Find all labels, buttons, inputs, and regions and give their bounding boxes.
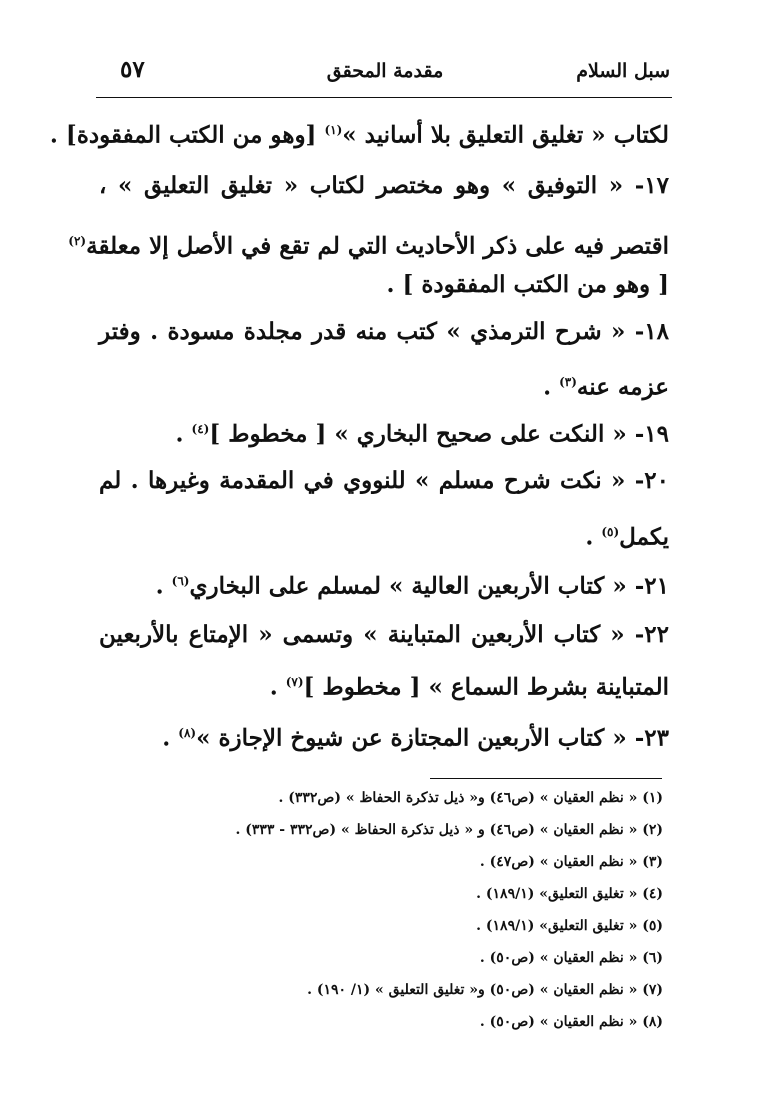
footnote: (٥) « تغليق التعليق» (١٨٩/١) . — [476, 918, 663, 934]
body-line: المتباينة بشرط السماع » [ مخطوط ]$^{(٧)}$ . — [269, 673, 669, 701]
footnote: (٦) « نظم العقيان » (ص٥٠) . — [479, 950, 663, 966]
body-line: ٢٢- « كتاب الأربعين المتباينة » وتسمى « الإمتاع بالأربعين — [99, 621, 669, 648]
body-line: [ وهو من الكتب المفقودة ] . — [386, 271, 669, 298]
footnote: (٨) « نظم العقيان » (ص٥٠) . — [479, 1014, 663, 1030]
body-line: ١٩- « النكت على صحيح البخاري » [ مخطوط ]$^{(٤)}$ . — [175, 420, 669, 448]
footnote-ref: (١) — [324, 123, 343, 137]
footnote-ref: (٤) — [191, 422, 210, 436]
footnote-ref: (٨) — [178, 726, 197, 740]
footnote: (١) « نظم العقيان » (ص٤٦) و« ذيل تذكرة الحفاظ » (ص٣٣٢) . — [278, 790, 663, 806]
footnote: (٧) « نظم العقيان » (ص٥٠) و« تغليق التعليق » (١/ ١٩٠) . — [307, 982, 663, 998]
section-title: مقدمة المحقق — [326, 60, 444, 82]
body-line: عزمه عنه$^{(٣)}$ . — [543, 373, 669, 401]
footnote: (٤) « تغليق التعليق» (١٨٩/١) . — [476, 886, 663, 902]
body-line: ٢١- « كتاب الأربعين العالية » لمسلم على البخاري$^{(٦)}$ . — [155, 572, 669, 600]
footnote-ref: (٧) — [285, 675, 304, 689]
body-line: اقتصر فيه على ذكر الأحاديث التي لم تقع في الأصل إلا معلقة$^{(٢)}$ — [68, 232, 669, 260]
body-line: لكتاب « تغليق التعليق بلا أسانيد »$^{(١)}$ [وهو من الكتب المفقودة] . — [49, 121, 669, 149]
page-number: ٥٧ — [120, 56, 145, 83]
book-title: سبل السلام — [576, 60, 670, 82]
footnote-ref: (٦) — [171, 574, 190, 588]
header-divider — [96, 97, 672, 98]
body-line: ٢٣- « كتاب الأربعين المجتازة عن شيوخ الإجازة »$^{(٨)}$ . — [162, 724, 669, 752]
footnote-divider — [430, 778, 662, 779]
body-line: ٢٠- « نكت شرح مسلم » للنووي في المقدمة وغيرها . لم — [99, 467, 669, 494]
footnote-ref: (٣) — [559, 375, 577, 389]
footnote: (٢) « نظم العقيان » (ص٤٦) و « ذيل تذكرة الحفاظ » (ص٣٣٢ - ٣٣٣) . — [235, 822, 663, 838]
footnote-ref: (٥) — [601, 525, 620, 539]
footnote: (٣) « نظم العقيان » (ص٤٧) . — [479, 854, 663, 870]
running-header — [100, 56, 670, 90]
body-line: يكمل$^{(٥)}$ . — [585, 523, 669, 551]
footnote-ref: (٢) — [68, 234, 87, 248]
body-line: ١٧- « التوفيق » وهو مختصر لكتاب « تغليق التعليق » ، — [99, 172, 669, 199]
body-line: ١٨- « شرح الترمذي » كتب منه قدر مجلدة مسودة . وفتر — [99, 318, 669, 345]
